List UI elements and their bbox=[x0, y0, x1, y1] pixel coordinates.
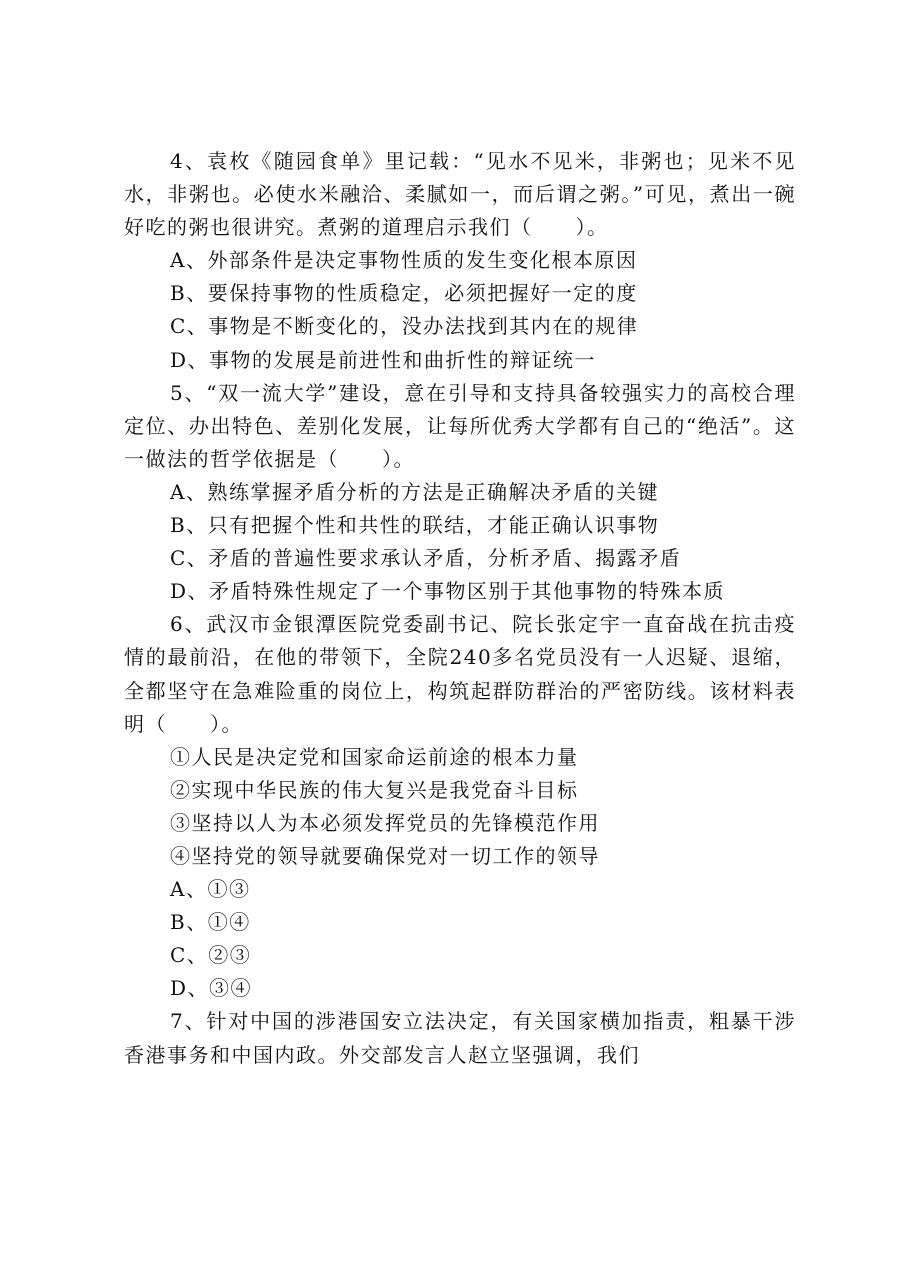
question-6-stem: 6、武汉市金银潭医院党委副书记、院长张定宇一直奋战在抗击疫情的最前沿，在他的带领下，全院240多名党员没有一人迟疑、退缩，全都坚守在急难险重的岗位上，构筑起群防群治的严密防线。该材料表明（ ）。 bbox=[124, 612, 796, 736]
question-5-option-a: A、熟练掌握矛盾分析的方法是正确解决矛盾的关键 bbox=[170, 479, 659, 504]
question-6-statement-1: ①人民是决定党和国家命运前途的根本力量 bbox=[170, 744, 579, 769]
question-4-option-d: D、事物的发展是前进性和曲折性的辩证统一 bbox=[170, 347, 597, 372]
question-5-option-b: B、只有把握个性和共性的联结，才能正确认识事物 bbox=[170, 513, 660, 538]
question-7-stem: 7、针对中国的涉港国安立法决定，有关国家横加指责，粗暴干涉香港事务和中国内政。外交部发言人赵立坚强调，我们 bbox=[124, 1009, 796, 1067]
question-6-option-b: B、①④ bbox=[170, 910, 251, 935]
question-5-stem: 5、“双一流大学”建设，意在引导和支持具备较强实力的高校合理定位、办出特色、差别化发展，让每所优秀大学都有自己的“绝活”。这一做法的哲学依据是（ ）。 bbox=[124, 380, 796, 471]
question-6-option-c: C、②③ bbox=[170, 943, 252, 968]
question-6-statement-3: ③坚持以人为本必须发挥党员的先锋模范作用 bbox=[170, 810, 600, 835]
document-page bbox=[124, 145, 796, 1072]
question-4-stem: 4、袁枚《随园食单》里记载：“见水不见米，非粥也；见米不见水，非粥也。必使水米融洽、柔腻如一，而后谓之粥。”可见，煮出一碗好吃的粥也很讲究。煮粥的道理启示我们（ ）。 bbox=[124, 149, 796, 240]
question-4-option-b: B、要保持事物的性质稳定，必须把握好一定的度 bbox=[170, 281, 638, 306]
question-6-option-d: D、③④ bbox=[170, 976, 253, 1001]
question-4-option-c: C、事物是不断变化的，没办法找到其内在的规律 bbox=[170, 314, 639, 339]
question-6-statement-4: ④坚持党的领导就要确保党对一切工作的领导 bbox=[170, 843, 600, 868]
question-4-option-a: A、外部条件是决定事物性质的发生变化根本原因 bbox=[170, 248, 638, 273]
question-6-option-a: A、①③ bbox=[170, 877, 251, 902]
question-5-option-c: C、矛盾的普遍性要求承认矛盾，分析矛盾、揭露矛盾 bbox=[170, 546, 682, 571]
question-5-option-d: D、矛盾特殊性规定了一个事物区别于其他事物的特殊本质 bbox=[170, 579, 726, 604]
question-6-statement-2: ②实现中华民族的伟大复兴是我党奋斗目标 bbox=[170, 777, 579, 802]
